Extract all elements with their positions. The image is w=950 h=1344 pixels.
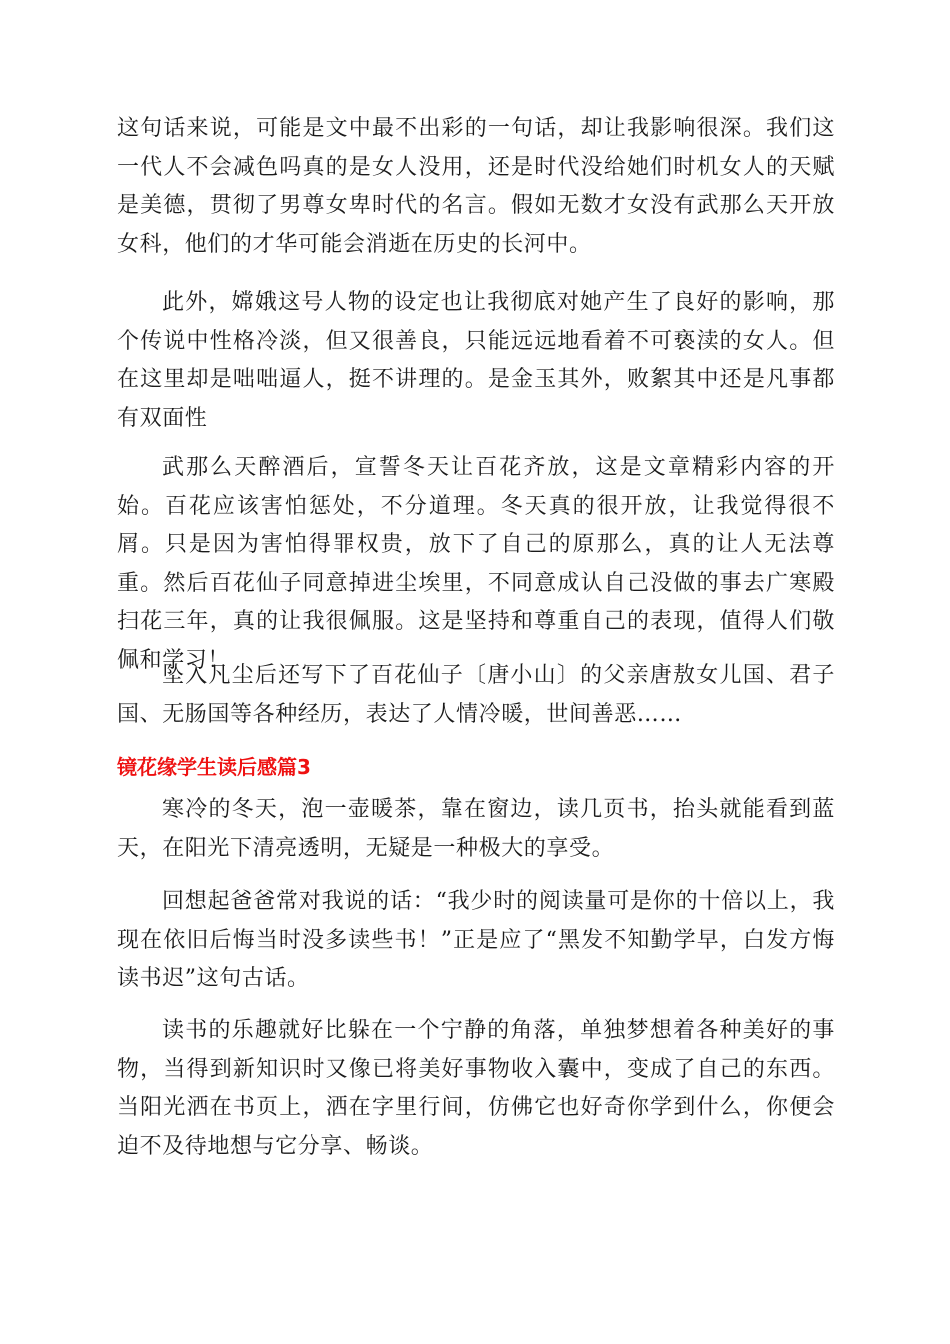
paragraph-continuation: 这句话来说，可能是文中最不出彩的一句话，却让我影响很深。我们这一代人不会减色吗真的是女人没用，还是时代没给她们时机女人的天赋是美德，贯彻了男尊女卑时代的名言。假如无数才女没有武那么天开放女科，他们的才华可能会消逝在历史的长河中。 [117,116,835,257]
paragraph-winter-tea: 寒冷的冬天，泡一壶暖茶，靠在窗边，读几页书，抬头就能看到蓝天，在阳光下清亮透明，无疑是一种极大的享受。 [117,797,835,861]
paragraph-wu-zetian: 武那么天醉酒后，宣誓冬天让百花齐放，这是文章精彩内容的开始。百花应该害怕惩处，不分道理。冬天真的很开放，让我觉得很不屑。只是因为害怕得罪权贵，放下了自己的原那么，真的让人无法尊重。然后百花仙子同意掉进尘埃里，不同意成认自己没做的事去广寒殿扫花三年，真的让我很佩服。这是坚持和尊重自己的表现，值得人们敬佩和学习！ [117,455,835,673]
paragraph-father-quote: 回想起爸爸常对我说的话：“我少时的阅读量可是你的十倍以上，我现在依旧后悔当时没多读些书！”正是应了“黑发不知勤学早，白发方悔读书迟”这句古话。 [117,889,835,991]
paragraph-tang-ao: 坠入凡尘后还写下了百花仙子〔唐小山〕的父亲唐敖女儿国、君子国、无肠国等各种经历，表达了人情冷暖，世间善恶…… [117,663,835,727]
paragraph-change-e: 此外，嫦娥这号人物的设定也让我彻底对她产生了良好的影响，那个传说中性格冷淡，但又很善良，只能远远地看着不可亵渎的女人。但在这里却是咄咄逼人，挺不讲理的。是金玉其外，败絮其中还是凡事都有双面性 [117,290,835,431]
paragraph-joy-of-reading: 读书的乐趣就好比躲在一个宁静的角落，单独梦想着各种美好的事物，当得到新知识时又像已将美好事物收入囊中，变成了自己的东西。当阳光洒在书页上，洒在字里行间，仿佛它也好奇你学到什么，你便会迫不及待地想与它分享、畅谈。 [117,1018,835,1159]
section-heading: 镜花缘学生读后感篇3 [117,755,311,779]
